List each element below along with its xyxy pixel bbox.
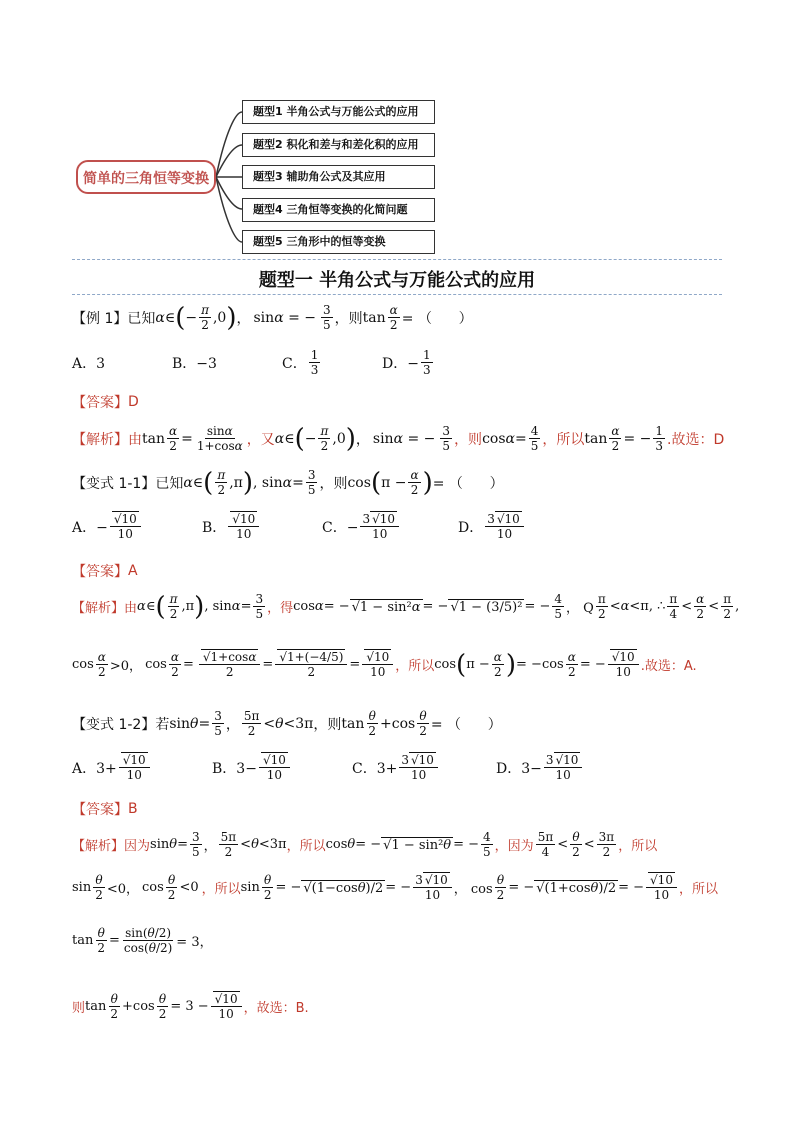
v12-option-a[interactable]: A．3+ $\frac{√10}{10}$ <box>72 753 212 782</box>
v11-question: 【变式 1-1】 已知 α ∈ ( $\frac{\pi}{2}$ ,π ) , sin α = $\frac{3}{5}$ ，则 cos ( π − $\frac{\alpha}{2}$ ) = （ ） <box>72 467 504 498</box>
ex1-option-c[interactable]: C． $\frac{1}{3}$ <box>282 348 319 377</box>
ex1-options <box>72 348 435 377</box>
v11-option-d[interactable]: D． $\frac{3 √10}{10}$ <box>458 512 526 541</box>
mindmap-topic-5: 题型5 三角形中的恒等变换 <box>242 230 435 254</box>
mindmap-topic-1: 题型1 半角公式与万能公式的应用 <box>242 100 435 124</box>
mindmap-topic-2: 题型2 积化和差与和差化积的应用 <box>242 133 435 157</box>
v11-option-c[interactable]: C．− $\frac{3 √10}{10}$ <box>322 512 458 541</box>
v12-solution-4: 则 tan $\frac{\theta}{2}$ +cos $\frac{\theta}{2}$ = 3 − $\frac{√10}{10}$ ，故选：B. <box>72 992 309 1021</box>
mindmap-center: 简单的三角恒等变换 <box>76 160 216 194</box>
divider-bottom <box>72 294 722 295</box>
ex1-option-d[interactable]: D．− $\frac{1}{3}$ <box>382 348 431 377</box>
ex1-option-a[interactable]: A．3 <box>72 355 106 372</box>
v12-solution-1: 【解析】 因为 sin θ = $\frac{3}{5}$ ， $\frac{5\pi}{2}$ < θ <3π ，所以 cos θ = − √1 − sin²θ = − $\frac{4}{5}$ ，因为 $\frac{5\pi}{4}$ < $\frac{\theta}{2}$ < $\frac{3\pi}{2}$ ，所以 <box>72 830 658 859</box>
ex1-question: 【例 1】 已知 α ∈ ( − $\frac{\pi}{2}$ ,0 ) ， sinα = − $\frac{3}{5}$ ，则 tan $\frac{\alpha}{2}$ = （ ） <box>72 302 473 333</box>
v12-option-c[interactable]: C．3+ $\frac{3 √10}{10}$ <box>352 753 496 782</box>
section-title: 题型一 半角公式与万能公式的应用 <box>258 270 536 291</box>
v12-question: 【变式 1-2】 若 sin θ = $\frac{3}{5}$ ， $\frac{5\pi}{2}$ < θ <3π ，则 tan $\frac{\theta}{2}$ +cos $\frac{\theta}{2}$ = （ ） <box>72 709 502 738</box>
ex1-option-b[interactable]: B．−3 <box>172 355 217 372</box>
v11-answer: 【答案】 A <box>72 563 138 580</box>
mindmap-topic-4: 题型4 三角恒等变换的化简问题 <box>242 198 435 222</box>
v12-solution-3: tan $\frac{\theta}{2}$ = $\frac{\sin(\theta/2)}{\cos(\theta/2)}$ = 3， <box>72 926 213 955</box>
v11-option-a[interactable]: A．− $\frac{√10}{10}$ <box>72 512 202 541</box>
v11-solution-2: cos $\frac{\alpha}{2}$ >0， cos $\frac{\alpha}{2}$ = $\frac{√1+\cos\alpha}{2}$ = $\frac{√1+(-4/5)}{2}$ = $\frac{√10}{10}$ ，所以 cos ( π − $\frac{\alpha}{2}$ ) = −cos $\frac{\alpha}{2}$ = − $\frac{√10}{10}$ .故选：A. <box>72 649 697 680</box>
v12-option-d[interactable]: D．3− $\frac{3 √10}{10}$ <box>496 753 584 782</box>
v11-solution-1: 【解析】 由 α ∈ ( $\frac{\pi}{2}$ ,π ) , sin α = $\frac{3}{5}$ ，得 cos α = − √1 − sin²α = − √1 − (3/5)² = − $\frac{4}{5}$ ， Q $\frac{\pi}{2}$ < α <π, ∴ $\frac{\pi}{4}$ < $\frac{\alpha}{2}$ < $\frac{\pi}{2}$ , <box>72 591 740 622</box>
v12-option-b[interactable]: B．3− $\frac{√10}{10}$ <box>212 753 352 782</box>
v11-option-b[interactable]: B． $\frac{√10}{10}$ <box>202 512 322 541</box>
v12-solution-2: sin $\frac{\theta}{2}$ <0， cos $\frac{\theta}{2}$ <0 ，所以 sin $\frac{\theta}{2}$ = − √(1−cosθ)/2 = − $\frac{3 √10}{10}$ ， cos $\frac{\theta}{2}$ = − √(1+cosθ)/2 = − $\frac{√10}{10}$ ，所以 <box>72 873 718 902</box>
ex1-answer: 【答案】 D <box>72 394 139 411</box>
ex1-tag: 【例 1】 <box>72 310 128 327</box>
v12-answer: 【答案】 B <box>72 801 138 818</box>
mindmap-topic-3: 题型3 辅助角公式及其应用 <box>242 165 435 189</box>
ex1-solution: 【解析】 由 tan $\frac{\alpha}{2}$ = $\frac{\sin\alpha}{1+\cos\alpha}$ ，又 α ∈ ( − $\frac{\pi}{2}$ ,0 ) ， sinα = − $\frac{3}{5}$ ，则 cos α = $\frac{4}{5}$ ，所以 tan $\frac{\alpha}{2}$ = − $\frac{1}{3}$ .故选：D <box>72 423 725 454</box>
v11-options <box>72 512 526 541</box>
divider-top <box>72 259 722 260</box>
v12-options <box>72 753 584 782</box>
